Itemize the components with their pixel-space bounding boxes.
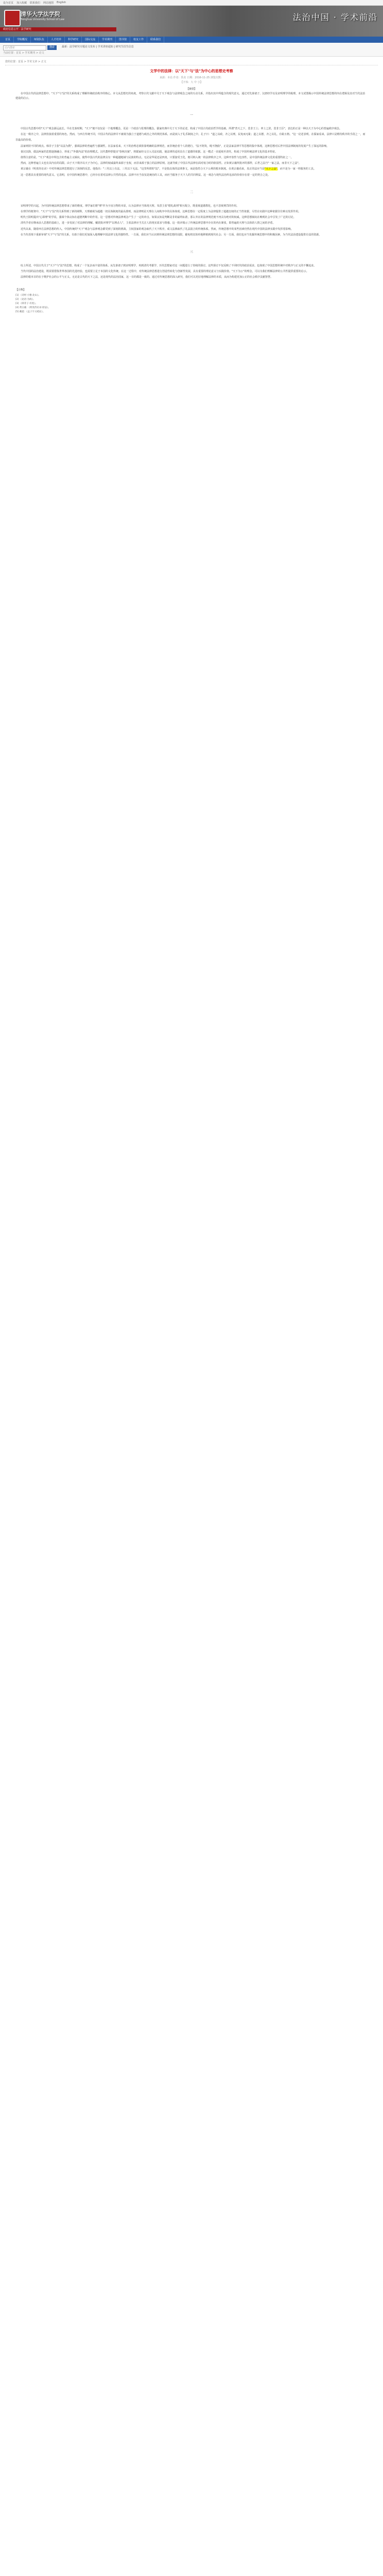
utility-links [3, 1, 66, 5]
site-logo[interactable] [4, 10, 21, 26]
banner-slogan: 法治中国 · 学术前沿 [292, 12, 378, 22]
location-text: 当前位置：首页 > 学术期刊 > 论文 [3, 52, 44, 55]
nav-item[interactable]: 校友工作 [130, 37, 147, 43]
site-banner [0, 6, 383, 37]
note-item: [5] 戴震：《孟子字义疏证》。 [15, 310, 45, 313]
breadcrumb: 您的位置：首页 > 学术文章 > 正文 [5, 60, 378, 65]
site-title: 清华大学法学院 [21, 11, 60, 18]
paragraph: 在当代语境下重新审视"天下"与"法"的关系，有助于我们更加深入地理解中国法律文化的独特性。一方面，我们应当认识到传统法律思想的局限，避免将其简单地移植到现代社会；另一方面，我们也应当发掘传统思想中的积极因素，为当代法治建设提供有益的资源。 [21, 233, 322, 236]
notes-list [15, 294, 368, 314]
utility-link[interactable]: 加入收藏 [16, 1, 27, 5]
article-meta: 来源：本站 作者：佚名 日期：2016-11-25 浏览次数： [160, 76, 223, 79]
paragraph: 值得注意的是，"天下"观念中所包含的普遍主义倾向，使得中国古代的法律具有一种超越地域与民族的特点。无论是华夏还是四夷，只要接受王化，便可纳入统一的法律秩序之中。这种开放性与包容性，是中国传统法律文化的重要特征之一。 [21, 156, 293, 160]
top-utility-bar [0, 0, 383, 6]
paragraph: 黄宗羲在《明夷待访录》中对传统法律思想进行了深刻的反思。他指出："三代以上有法，三代以下无法。"这里所谓的"法"，不是指具体的法律条文，而是指符合天下公利的根本制度。在黄宗羲看来，真正的法应当是"天下之法"，而不是为一家一姓服务的工具。 [21, 167, 316, 171]
article [15, 69, 368, 314]
utility-link[interactable]: 网站地图 [43, 1, 54, 5]
paragraph: 然而，这种普遍主义也有其内在的局限。由于天下秩序以天子为中心，法律的权威最终来源于皇权，而非来源于独立的法律原则。这就导致了中国古代法律在面对权力时的软弱性。正如黄宗羲所批评的那样，后世之法乃"一家之法，而非天下之法"。 [21, 162, 301, 165]
article-title: 文学中的法律：以"天下"与"法"为中心的思想史考察 [150, 69, 233, 73]
nav-item[interactable]: 学术期刊 [99, 37, 116, 43]
nav-item[interactable]: 联系我们 [147, 37, 164, 43]
note-item: [3] 《韩非子·有度》。 [15, 302, 38, 305]
paragraph: 秦汉以降，儒法两家的思想逐渐融合，形成了"外儒内法"的治理模式。汉代董仲舒提出"春秋决狱"，将儒家经义引入司法实践，使法律的适用具有了道德的依据。这一模式一直延续至清代，构成了中国传统法律文化的基本特征。 [21, 150, 278, 154]
paragraph: 宋明理学的兴起，为中国传统法律思想带来了新的维度。理学家们将"理"作为宇宙万物的本原，认为法律应当体现天理。朱熹主张"德礼政刑"相互配合，既重视道德教化，也不忽视刑罚的作用。 [21, 204, 239, 208]
notice-ticker[interactable]: 最新：法学研究专题论文发布 | 学术讲座通知 | 研究生招生信息 [62, 45, 134, 48]
section-number: 二 [189, 190, 193, 194]
main-nav [0, 37, 383, 43]
paragraph: 综上所述，中国古代关于"天下"与"法"的思想，构成了一个复杂而丰富的体系。从先秦诸子到宋明理学，再到清代考据学，历代思想家对这一问题进行了持续的探讨。这些探讨不仅反映了不同时代的政治需求，也体现了中国思想传统中对秩序与正义的不懈追求。 [21, 264, 317, 268]
nav-item[interactable]: 人才培养 [48, 37, 65, 43]
highlighted-phrase: "天下之法" [265, 167, 277, 171]
search-button[interactable]: 搜索 [47, 45, 57, 50]
nav-item[interactable]: 师资队伍 [31, 37, 48, 43]
paragraph: 法律的根本目的在于维护社会的公平与正义。无论是古代的天下之法，还是现代的法治国家，这一目的都是一致的。通过对传统思想的深入研究，我们可以更好地理解法律的本质，从而为构建更加公正的社会秩序贡献智慧。 [21, 276, 273, 279]
sub-bar [0, 43, 383, 57]
utility-link[interactable]: English [57, 1, 66, 4]
paragraph: 在理学的框架中，"天下"与"法"的关系得到了新的阐释。天理被视为超越一切具体制度的最高准则，而法律则是天理在人间秩序中的具体体现。这种思想在一定程度上为法律提供了超越皇权的正当性依据，尽管在实践中这种依据往往难以发挥作用。 [21, 210, 301, 214]
section-number: 一 [189, 113, 193, 117]
notes-heading: 【注释】 [15, 288, 26, 292]
site-subtitle: Tsinghua University School of Law [21, 18, 64, 21]
nav-item[interactable]: 图书馆 [116, 37, 130, 43]
paragraph: 明代王阳明提出"心即理"的学说，强调个体良知在道德判断中的作用。这一思想对传统法律观念产生了一定的冲击。如果良知是判断是非的最终标准，那么外在的法律规范便不再具有绝对的权威。这种思想倾向在晚明社会中引发了广泛的讨论。 [21, 216, 296, 219]
note-item: [1] 《诗经·小雅·北山》。 [15, 294, 41, 297]
banner-strip: 政府信息公开 · 法学研究 [0, 27, 116, 31]
paragraph: 清代学者在继承前人思想的基础上，进一步发展了对法律的理解。戴震批评理学"以理杀人"，主张法律应当关注人的现实需求与情感。这一批评揭示了传统法律思想中存在的内在紧张，即普遍的天理与具体的人情之间的矛盾。 [21, 222, 275, 225]
search-input[interactable]: 站内搜索 [3, 45, 46, 50]
nav-item[interactable]: 首页 [2, 37, 14, 43]
paragraph: 在这一秩序之中，法律扮演着重要的角色。然而，与西方传统不同，中国古代的法律并不被视为独立于道德与政治之外的规范体系，而是嵌入于礼乐制度之中。孔子曰："道之以政，齐之以刑，民免而无耻；道之以德，齐之以礼，有耻且格。"这一论述表明，在儒家看来，法律只是维持秩序的手段之一，而非最高的价值。 [15, 133, 365, 142]
utility-link[interactable]: 设为首页 [3, 1, 14, 5]
paragraph: 近代以来，随着西方法律思想的传入，中国传统的"天下"观念与法律观念都受到了深刻的挑战。主权国家的观念取代了天下秩序，成文法典取代了礼法混合的传统体系。然而，传统思想中的某些因素仍然在现代中国的法律实践中发挥着影响。 [21, 227, 293, 231]
note-item: [4] 黄宗羲：《明夷待访录·原法》。 [15, 306, 50, 309]
paragraph: 当代中国的法治建设，既需要借鉴世界各国的先进经验，也需要立足于本国的文化传统。在这一过程中，对传统法律思想进行创造性转化与创新性发展，具有重要的理论意义与实践价值。"天下为公"的理念，可以为我们理解法律的公共性提供重要的启示。 [21, 270, 309, 274]
font-size-switcher[interactable]: 【字体：大 中 小】 [180, 81, 203, 84]
paragraph: 中国古代思想中的"天下"观念源远流长。早在先秦时期，"天下"便不仅仅是一个地理概念，更是一个政治与伦理的概念。儒家经典中关于天下的论述，构成了中国古代政治哲学的基础。所谓"普天之下，莫非王土；率土之滨，莫非王臣"，表达的正是一种以天子为中心的普遍秩序观念。 [21, 127, 342, 130]
paragraph: 法家则持不同的观点。韩非子主张"以法为教"，强调法律的普遍性与强制性。在法家看来，天下的治理必须依靠明确的法律规范，而非统治者个人的德行。"法不阿贵，绳不挠曲"，正是法家法律平等思想的集中体现。这种思想对后世中国法律制度的发展产生了深远的影响。 [21, 144, 329, 148]
nav-item[interactable]: 学院概况 [14, 37, 31, 43]
utility-link[interactable]: 联系我们 [30, 1, 41, 5]
nav-item[interactable]: 科学研究 [65, 37, 82, 43]
paragraph: 这一思想具有重要的现代意义。它表明，在中国传统思想中，已经存在着对法律公共性的追求。法律不应当仅仅是统治的工具，而应当服务于天下人的共同利益。这一观念与现代法治所追求的价值存在着一定的契合之处。 [21, 173, 271, 177]
note-item: [2] 《论语·为政》。 [15, 298, 36, 301]
section-number: 三 [189, 250, 193, 255]
nav-item[interactable]: 国际交流 [82, 37, 99, 43]
article-body [15, 112, 368, 281]
abstract-text: 在中国古代的法律思想中，"天下"与"法"的关系构成了理解传统政治秩序的核心。本文从思想史的角度，考察古代文献中关于天下观念与法律观念之间的互动关系，并指出其中所蕴含的现代意义。通过对先秦诸子、汉唐经学以及宋明理学的梳理，本文试图揭示中国传统法律思想的内在逻辑及其对当代法治建设的启示。 [15, 92, 365, 100]
abstract-heading: 【摘要】 [186, 88, 197, 91]
